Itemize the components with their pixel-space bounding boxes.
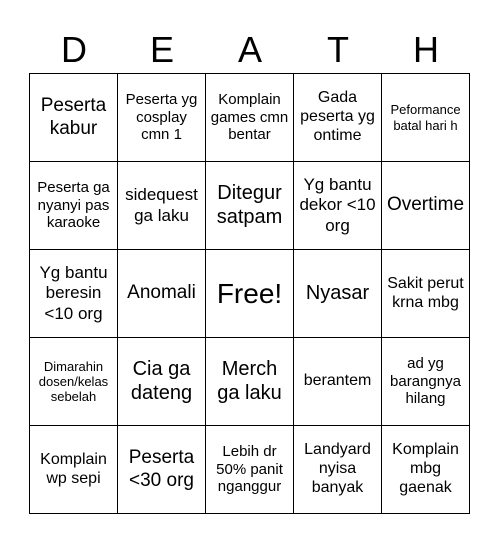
cell-text: Komplain mbg gaenak — [392, 441, 459, 496]
cell-text: Peformance batal hari h — [390, 102, 461, 133]
bingo-cell[interactable] — [118, 250, 206, 338]
cell-text: Lebih dr 50% panit nganggur — [216, 442, 283, 496]
bingo-cell[interactable] — [118, 162, 206, 250]
bingo-cell[interactable] — [294, 338, 382, 426]
cell-text: berantem — [303, 372, 372, 390]
cell-text: Peserta yg cosplay cmn 1 — [125, 90, 198, 144]
cell-text: Anomali — [127, 282, 196, 304]
cell-text: Sakit perut krna mbg — [387, 274, 464, 311]
bingo-cell free-cell[interactable] — [206, 250, 294, 338]
bingo-cell[interactable] — [206, 74, 294, 162]
cell-text: Yg bantu dekor <10 org — [299, 175, 376, 235]
cell-text: Nyasar — [305, 281, 370, 304]
header-letter: H — [413, 29, 439, 70]
bingo-cell[interactable] — [206, 162, 294, 250]
bingo-cell[interactable] — [294, 426, 382, 514]
cell-text: Komplain games cmn bentar — [210, 90, 289, 144]
bingo-cell[interactable] — [294, 162, 382, 250]
header-letter: T — [327, 29, 349, 70]
cell-text: Peserta ga nyanyi pas karaoke — [37, 178, 110, 232]
bingo-cell[interactable] — [118, 74, 206, 162]
cell-text: Peserta <30 org — [128, 447, 195, 491]
header-letter: A — [237, 29, 262, 70]
cell-text: Komplain wp sepi — [40, 450, 107, 487]
bingo-cell[interactable] — [294, 250, 382, 338]
cell-text: Landyard nyisa banyak — [304, 441, 371, 496]
bingo-cell[interactable] — [206, 426, 294, 514]
free-space-text: Free! — [216, 277, 283, 309]
bingo-cell[interactable] — [30, 250, 118, 338]
bingo-cell[interactable] — [206, 338, 294, 426]
cell-text: Overtime — [386, 194, 465, 216]
bingo-cell[interactable] — [382, 74, 470, 162]
cell-text: sidequest ga laku — [125, 185, 198, 225]
bingo-header — [30, 26, 470, 74]
bingo-cell[interactable] — [30, 74, 118, 162]
cell-text: ad yg barangnya hilang — [390, 354, 461, 408]
cell-text: Ditegur satpam — [216, 181, 283, 228]
bingo-cell[interactable] — [118, 426, 206, 514]
bingo-cell[interactable] — [382, 250, 470, 338]
cell-text: Dimarahin dosen/kelas sebelah — [38, 358, 109, 405]
cell-text: Gada peserta yg ontime — [300, 89, 375, 144]
bingo-cell[interactable] — [118, 338, 206, 426]
bingo-cell[interactable] — [30, 426, 118, 514]
cell-text: Merch ga laku — [217, 357, 282, 404]
bingo-cell[interactable] — [382, 426, 470, 514]
cell-text: Peserta kabur — [40, 95, 107, 139]
bingo-cell[interactable] — [30, 162, 118, 250]
header-letter: E — [149, 29, 174, 70]
cell-text: Yg bantu beresin <10 org — [39, 263, 108, 323]
bingo-cell[interactable] — [294, 74, 382, 162]
bingo-grid — [29, 73, 470, 514]
bingo-cell[interactable] — [382, 162, 470, 250]
bingo-cell[interactable] — [30, 338, 118, 426]
header-letter: D — [61, 29, 87, 70]
cell-text: Cia ga dateng — [130, 357, 193, 404]
bingo-cell[interactable] — [382, 338, 470, 426]
